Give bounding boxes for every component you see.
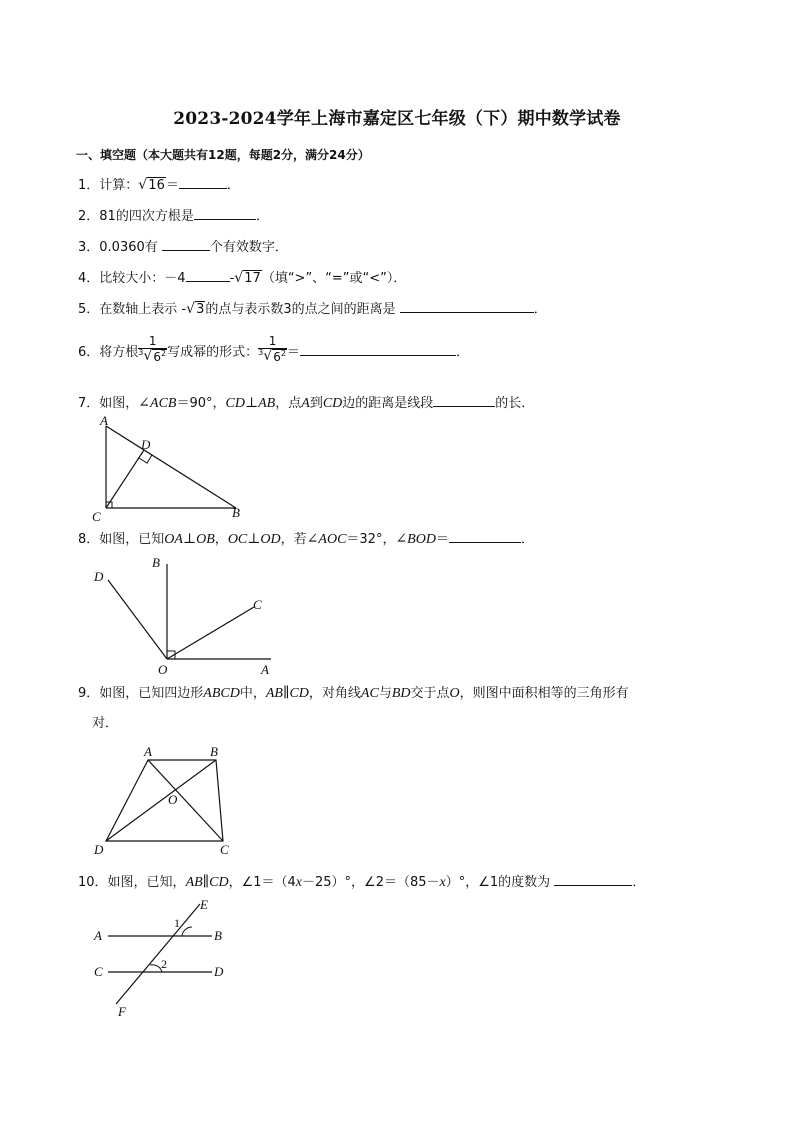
q8-answer-blank[interactable] bbox=[449, 529, 521, 543]
q1-sqrt: √ 16 bbox=[138, 177, 165, 193]
q4-minus: - bbox=[229, 271, 235, 286]
fig10-label-1: 1 bbox=[174, 916, 180, 930]
q6-answer-blank[interactable] bbox=[300, 342, 456, 356]
q6-number: 6． bbox=[78, 345, 100, 360]
fig7-altitude-cd bbox=[106, 450, 144, 508]
q9-parallel: AB∥CD bbox=[265, 686, 309, 701]
q10-text-a: 如图，已知， bbox=[107, 875, 186, 890]
q8-text-e: ，若 bbox=[280, 532, 307, 547]
fig7-label-a: A bbox=[100, 414, 108, 428]
fig7-label-b: B bbox=[232, 505, 240, 520]
q10-end: ． bbox=[632, 875, 646, 890]
q6-base-right: 6 bbox=[273, 350, 281, 364]
q8-equals: ＝ bbox=[435, 532, 449, 547]
fig10-label-b: B bbox=[214, 928, 222, 943]
section-heading: 一、填空题（本大题共有12题，每题2分，满分24分） bbox=[76, 148, 370, 162]
q1-radicand: 16 bbox=[148, 178, 165, 193]
q4-number: 4． bbox=[78, 271, 100, 286]
fig10-label-2: 2 bbox=[161, 957, 167, 971]
q9-text-a: 如图，已知四边形 bbox=[99, 686, 204, 701]
q10-answer-blank[interactable] bbox=[554, 872, 632, 886]
fig8-label-b: B bbox=[152, 555, 160, 570]
q9-text-k: ，则图中面积相等的三角形有 bbox=[459, 686, 629, 701]
fig10-transversal-ef bbox=[116, 904, 200, 1004]
figure-q10 bbox=[88, 896, 248, 1021]
q7-text-c: ＝90°， bbox=[176, 396, 226, 411]
fig10-label-c: C bbox=[94, 964, 103, 979]
q5-prefix: 在数轴上表示 - bbox=[99, 302, 187, 317]
q5-sqrt: √ 3 bbox=[186, 301, 205, 317]
question-9-line2 bbox=[92, 715, 118, 733]
q9-text-g: 与 bbox=[378, 686, 392, 701]
fig9-diagonal-bd bbox=[106, 760, 216, 841]
q6-fraction-left: 1 $^3$ √ $6^2$ bbox=[138, 334, 167, 364]
q6-prefix: 将方根 bbox=[99, 345, 139, 360]
q6-numerator-right: 1 bbox=[258, 334, 287, 349]
q5-end: ． bbox=[533, 302, 547, 317]
q2-answer-blank[interactable] bbox=[194, 206, 256, 220]
fig7-side-ab bbox=[106, 426, 236, 508]
q9-point-o: O bbox=[449, 686, 460, 701]
q6-numerator-left: 1 bbox=[138, 334, 167, 349]
fig10-label-e: E bbox=[200, 897, 208, 912]
fig10-label-f: F bbox=[118, 1004, 126, 1019]
question-1 bbox=[78, 175, 240, 195]
fig7-label-d: D bbox=[141, 437, 151, 452]
figure-q9 bbox=[88, 742, 248, 862]
fig9-label-d: D bbox=[94, 842, 104, 857]
q2-end: ． bbox=[255, 209, 269, 224]
q10-text-c: ，∠1＝（4 bbox=[228, 875, 296, 890]
question-4 bbox=[78, 268, 406, 288]
fig8-ray-od bbox=[108, 580, 167, 659]
q9-number: 9． bbox=[78, 686, 100, 701]
q1-equals: ＝ bbox=[165, 178, 179, 193]
q10-text-e: －25）°，∠2＝（85－ bbox=[302, 875, 440, 890]
fig9-label-a: A bbox=[144, 744, 152, 759]
q1-number: 1． bbox=[78, 178, 100, 193]
q8-text-a: 如图，已知 bbox=[99, 532, 165, 547]
q6-end: ． bbox=[455, 345, 469, 360]
q7-text-i: 边的距离是线段 bbox=[342, 396, 434, 411]
q7-segment: CD bbox=[322, 396, 343, 411]
q7-angle: ∠ACB bbox=[138, 396, 177, 411]
q4-radicand: 17 bbox=[244, 271, 261, 286]
q10-text-g: ）°，∠1的度数为 bbox=[445, 875, 555, 890]
q10-number: 10． bbox=[78, 875, 108, 890]
q7-point: A bbox=[301, 396, 310, 411]
q6-middle: 写成幂的形式： bbox=[167, 345, 259, 360]
q3-answer-blank[interactable] bbox=[162, 237, 210, 251]
q5-suffix: 的点与表示数3的点之间的距离是 bbox=[205, 302, 400, 317]
q1-end: ． bbox=[226, 178, 240, 193]
question-10 bbox=[78, 872, 645, 892]
q9-text-i: 交于点 bbox=[410, 686, 450, 701]
q1-prefix: 计算： bbox=[99, 178, 139, 193]
q8-end: ． bbox=[520, 532, 534, 547]
question-5 bbox=[78, 299, 547, 319]
fig8-label-d: D bbox=[94, 569, 104, 584]
q6-equals: ＝ bbox=[286, 345, 300, 360]
q8-perp-2: OC⊥OD bbox=[227, 532, 281, 547]
q6-fraction-right: 1 $^3$ √ $6^2$ bbox=[258, 334, 286, 364]
q7-text-g: 到 bbox=[309, 396, 323, 411]
q6-exp-left: 2 bbox=[161, 349, 167, 358]
q4-sqrt: √ 17 bbox=[234, 270, 261, 286]
figure-q7 bbox=[88, 414, 258, 524]
q7-text-e: ，点 bbox=[275, 396, 302, 411]
fig10-label-d: D bbox=[214, 964, 224, 979]
q6-exp-right: 2 bbox=[280, 349, 286, 358]
q7-answer-blank[interactable] bbox=[433, 393, 495, 407]
q4-suffix: （填“>”、“=”或“<”）． bbox=[261, 271, 407, 286]
q8-text-g: ＝32°， bbox=[346, 532, 396, 547]
question-7 bbox=[78, 393, 534, 413]
q9-text-e: ，对角线 bbox=[308, 686, 361, 701]
q6-root-index-right: 3 bbox=[258, 348, 264, 357]
fig8-label-a: A bbox=[261, 662, 269, 677]
q5-number: 5． bbox=[78, 302, 100, 317]
figure-q8 bbox=[86, 552, 286, 677]
question-6 bbox=[78, 336, 469, 369]
fig7-right-angle-d bbox=[139, 455, 152, 463]
q5-radicand: 3 bbox=[196, 302, 205, 317]
fig8-label-o: O bbox=[158, 662, 168, 677]
q2-number: 2． bbox=[78, 209, 100, 224]
q7-perp: CD⊥AB bbox=[225, 396, 276, 411]
question-3 bbox=[78, 237, 288, 257]
page-title: 2023-2024学年上海市嘉定区七年级（下）期中数学试卷 bbox=[173, 109, 621, 129]
fig7-label-c: C bbox=[92, 509, 101, 524]
q3-number: 3． bbox=[78, 240, 100, 255]
fig10-label-a: A bbox=[94, 928, 102, 943]
q8-perp-1: OA⊥OB bbox=[164, 532, 215, 547]
fig8-label-c: C bbox=[253, 597, 262, 612]
q9-diag-ac: AC bbox=[360, 686, 379, 701]
q6-root-index-left: 3 bbox=[138, 348, 144, 357]
q10-parallel: AB∥CD bbox=[185, 875, 229, 890]
question-2 bbox=[78, 206, 269, 226]
q9-diag-bd: BD bbox=[391, 686, 411, 701]
q7-text-a: 如图， bbox=[99, 396, 139, 411]
q9-quad: ABCD bbox=[203, 686, 240, 701]
q9-text-c: 中， bbox=[239, 686, 266, 701]
q4-prefix: 比较大小：－4 bbox=[99, 271, 186, 286]
q7-number: 7． bbox=[78, 396, 100, 411]
q10-var-1: x bbox=[295, 875, 303, 890]
fig10-angle-1-arc bbox=[182, 927, 192, 936]
q8-number: 8． bbox=[78, 532, 100, 547]
fig9-diagonal-ac bbox=[148, 760, 223, 841]
q7-end: 的长． bbox=[495, 396, 535, 411]
q5-answer-blank[interactable] bbox=[400, 299, 534, 313]
fig9-label-c: C bbox=[220, 842, 229, 857]
q8-angle-bod: ∠BOD bbox=[395, 532, 436, 547]
fig9-quadrilateral bbox=[106, 760, 223, 841]
q9-line2: 对． bbox=[92, 716, 119, 731]
q2-text: 81的四次方根是 bbox=[99, 209, 194, 224]
q8-angle-aoc: ∠AOC bbox=[306, 532, 347, 547]
question-8 bbox=[78, 529, 534, 549]
q4-answer-blank[interactable] bbox=[186, 268, 230, 282]
q3-suffix: 个有效数字． bbox=[209, 240, 288, 255]
q1-answer-blank[interactable] bbox=[179, 175, 227, 189]
fig9-label-b: B bbox=[210, 744, 218, 759]
q3-prefix: 0.0360有 bbox=[99, 240, 162, 255]
q8-text-c: ， bbox=[214, 532, 228, 547]
q10-var-2: x bbox=[439, 875, 446, 890]
q6-base-left: 6 bbox=[153, 350, 162, 364]
fig8-ray-oc bbox=[167, 607, 254, 659]
question-9 bbox=[78, 685, 629, 703]
fig9-label-o: O bbox=[168, 792, 178, 807]
